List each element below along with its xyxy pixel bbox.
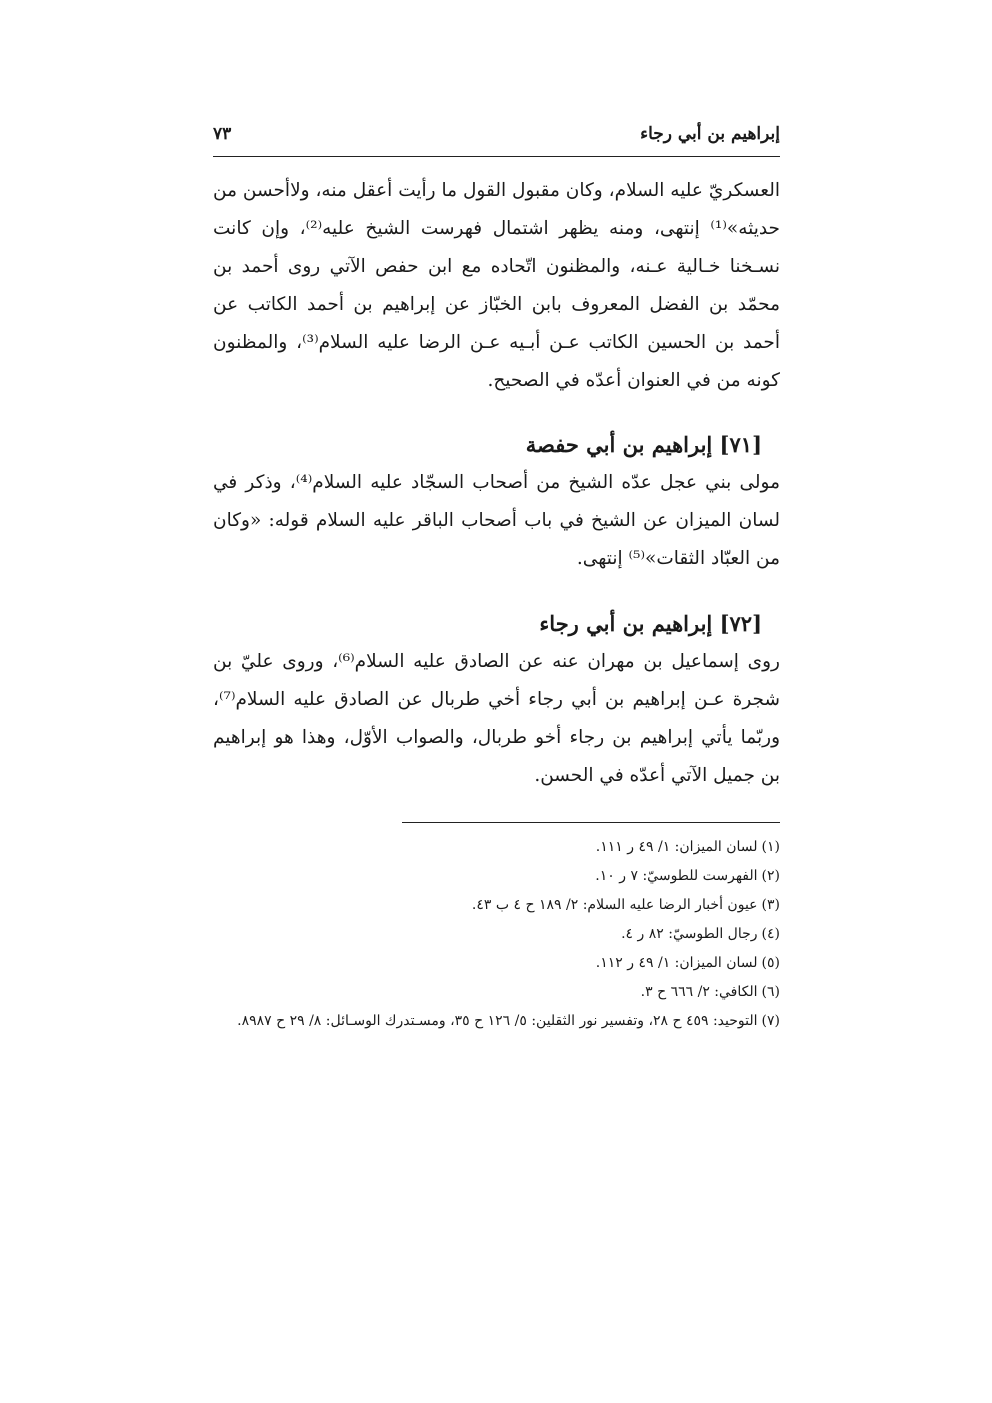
text-line: الخبّاز عن إبراهيم بن أحمد الكاتب عن أحمد بن الحسين الكاتب عـن أبـيه عـن: [213, 294, 781, 353]
footnote-number: (٣): [761, 897, 780, 913]
text-line: مولى بني عجل عدّه الشيخ من أصحاب السجّاد عليه السلام⁽⁴⁾، وذكر في لسان الميزان: [213, 472, 780, 531]
footnote: [213, 978, 780, 1007]
footnote-text: لسان الميزان: ١/ ٤٩ ر ١١١.: [595, 839, 758, 855]
footnote-number: (١): [761, 839, 780, 855]
footnote-text: الكافي: ٢/ ٦٦٦ ح ٣.: [640, 984, 758, 1000]
footnote-text: التوحيد: ٤٥٩ ح ٢٨، وتفسير نور الثقلين: ٥/ ١٢٦ ح ٣٥، ومسـتدرك الوسـائل: ٨/ ٢٩ ح ٨٩٨٧.: [237, 1013, 758, 1029]
text-line: إنتهى، ومنه يظهر اشتمال فهرست الشيخ عليه⁽²⁾، وإن كانت نسـخنا خـالية عـنه،: [213, 218, 780, 277]
footnote: [213, 833, 780, 862]
entry-heading-71: [٧١] إبراهيم بن أبي حفصة: [525, 432, 762, 457]
text-line: عن الشيخ في باب أصحاب الباقر عليه السلام قوله: «وكان من العبّاد الثقات»⁽⁵⁾ إنتهى.: [213, 510, 780, 569]
footnote-number: (٦): [761, 984, 780, 1000]
footnote-text: رجال الطوسيّ: ٨٢ ر ٤.: [621, 926, 758, 942]
footnote: [213, 949, 780, 978]
text-line: روى إسماعيل بن مهران عنه عن الصادق عليه السلام⁽⁶⁾، وروى عليّ بن شجرة عـن: [213, 651, 780, 710]
footnote: [213, 920, 780, 949]
footnote-text: لسان الميزان: ١/ ٤٩ ر ١١٢.: [595, 955, 758, 971]
main-text: [213, 172, 780, 795]
footnote-number: (٥): [761, 955, 780, 971]
paragraph: [213, 464, 780, 578]
footnote-number: (٢): [761, 868, 780, 884]
paragraph: [213, 172, 780, 400]
footnote-text: عيون أخبار الرضا عليه السلام: ٢/ ١٨٩ ح ٤ ب ٤٣.: [471, 897, 758, 913]
footnote-text: الفهرست للطوسيّ: ٧ ر ١٠.: [595, 868, 758, 884]
footnotes: [213, 833, 780, 1036]
footnote: [213, 891, 780, 920]
text-line: إبراهيم بن أبي رجاء أخي طربال عن الصادق عليه السلام⁽⁷⁾، وربّما يأتي إبراهيم بن رجاء: [213, 689, 781, 748]
footnote-number: (٧): [761, 1013, 780, 1029]
text-line: أخو طربال، والصواب الأوّل، وهذا هو إبراهيم بن جميل الآتي أعدّه في الحسن.: [213, 727, 780, 786]
text-line: الرضا عليه السلام⁽³⁾، والمظنون كونه من في العنوان أعدّه في الصحيح.: [213, 332, 780, 391]
entry-heading-72: [٧٢] إبراهيم بن أبي رجاء: [539, 611, 762, 636]
footnote-number: (٤): [761, 926, 780, 942]
text-line: العسكريّ عليه السلام، وكان مقبول القول ما رأيت أعقل منه، ولاأحسن من حديثه»⁽¹⁾: [213, 180, 780, 239]
page-number: ٧٣: [213, 124, 232, 144]
text-line: والمظنون اتّحاده مع ابن حفص الآتي روى أحمد بن محمّد بن الفضل المعروف بابن: [213, 256, 780, 315]
page-header: [213, 120, 780, 157]
running-title: إبراهيم بن أبي رجاء: [640, 124, 780, 144]
footnote: [213, 862, 780, 891]
footnote-divider: [402, 822, 780, 823]
paragraph: [213, 643, 780, 795]
footnote: [213, 1007, 780, 1036]
